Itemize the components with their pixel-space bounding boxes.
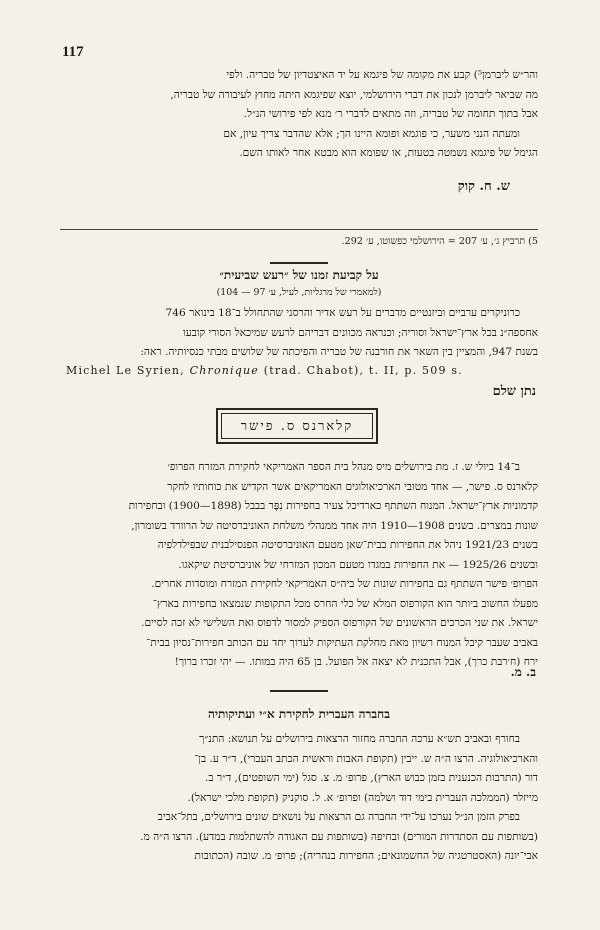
text-line: ירח (ח׳רבת כרך), אבל התכנית לא יצאה אל הפועל. בן 65 היה במותו. — יהי זכרו ברוך! [174,656,538,668]
section-title: על קביעת זמנו של ״רעש שביעית״ [219,268,379,282]
text-line: מייזלר (הממלכה העברית בימי דוד ושלמה) ופרופ׳ א. ל. סוקניק (תקופת מלכי ישראל). [187,791,538,804]
obituary-paragraph [60,458,538,673]
text-line: כרוניקרים ערביים וביזנטיים מדברים על רעש אדיר והרסני שהתחולל ב־18 בינואר 746 [165,307,520,319]
text-line: בשנים 1921/23 ניהל את החפירות בבית־שאן מטעם האוניברסיטה הפנסילבנית שבפילדלפיה [157,539,538,551]
text-line: אבי־יונה (האסטרטגיה של החשמונאים; החפירות בנהריה); פרופ׳ מ. שובה (הכתובות [194,850,538,862]
text-line: קדמוניות ארץ־ישראל. המנוח השתתף כארדיכל צעיר בחפירות נִפֶּר בבבל (1898—1900) ובחפירות [128,500,538,512]
page-number: 117 [62,44,84,60]
text-line: מפעלו החשוב ביותר הוא הקורפוס המלא של כלי החרס מכל התקופות שנמצאו בחפירות בארץ־ [152,597,538,610]
section-divider [270,262,328,264]
text-line: דור (התרבות הכנענית בזמן כבוש הארץ), פרופ׳ מ. צ. סגל (ימי השופטים), ד״ר ב. [205,772,538,784]
citation-author: Michel Le Syrien, [66,364,185,377]
text-line: ב־14 ביולי ש. ז. מת בירושלים מיס מנהל בית הספר האמריקאי לחקירת המזרח הפרופ׳ [167,461,520,473]
bibliographic-citation [66,364,463,377]
text-line: ובשנים 1925/26 — את החפירות במגדו מטעם המכון המזרחי של אוניברסיטת שיקאגו. [178,558,538,571]
citation-details: (trad. Chabot), t. II, p. 509 s. [263,364,463,377]
text-line: בחורף ובאביב תש״א ערכה החברה מחזור הרצאות בירושלים על תנושא: התנ״ך [199,733,520,745]
text-line: (בשותפות עם הסתדרות המורים) ובחיפה (בשותפות עם האגודה להשתלמות במדע). הרצו ה״ה מ. [140,830,538,843]
text-line: ומעתה הנני משער, כי פוגמא ופומא היינו הך; אלא שהדבר צריך עיון, אם [223,127,520,140]
text-line: והר״ש ליברמן⁵) קבע את מקומה של פיגמא על יד האיצטדיון של טבריה. ולפי [226,69,538,81]
text-line: בשנת 947, והמציין בין השאר את חורבנה של טבריה והפיכתה של שלושים מבתי כנסיותיה. ראה: [140,346,538,358]
citation-title: Chronique [189,364,260,377]
text-line: באביב שעבר קיבל המנוח רשיון מאת מחלקת העתיקות לערוך יחד עם הכותב חפירות־נסיון בבית־ [146,636,538,649]
text-line: ישראל. את שני הכרכים הראשונים של הקורפוס הספיק למסור לדפוס ואת השלישי לא זכה לסיים. [141,617,538,629]
text-line: הגימל של פיגמא נשמטה בטעות, או שפומא הוא מבטא אחר לאותו השם. [239,147,538,159]
text-line: הפרופ׳ פישר השתתף גם בחפירות שונות של ביה״ס האמריקאי לחקירת המזרח ומוסדות אחרים. [151,578,538,590]
author-initials: ב. מ. [510,665,536,679]
text-line: מה שביאר ליברמן לנכון את דברי הירושלמי, יוצא שפיגמא היתה מחוץ לעיבורה של טבריה, [170,88,538,101]
text-line: בפרק הזמן הנ״ל נערכו על־ידי החברה גם הרצאות על נושאים שונים בירושלים, בתל־אביב [157,811,520,823]
footnote: 5) תרביץ ג׳, ע׳ 207 = הירושלמי כפשוטו, ע׳ 292. [60,229,538,247]
text-line: קלארנס ס. פישר, — אחד מטובי הארכיאולוגים האמריקאים אשר הקדיש את כוחותיו לחקר [167,480,538,493]
text-line: והארכיאולוגיה. הרצו ה״ה ש. ייבין (תקופת האבות וראשית הכתב העברי), ד״ר ע. בן־ [194,752,538,765]
section-title: קלארנס ס. פישר [240,419,354,434]
section-subtitle: (למאמרי של מרגליות, לעיל, ע׳ 97 — 104) [216,287,382,298]
section-paragraph [60,730,538,867]
text-line: אחספה״נ בכל ארץ־ישראל וסוריה; וכנראה מכוונים דבריהם לרעש שמיכאל הסורי קובעו [183,326,538,339]
intro-paragraph [60,66,538,164]
section-title: בחברה העברית לחקירת א״י ועתיקותיה [207,707,391,721]
author-signature: ש. ח. קוק [457,179,510,194]
section-divider [270,690,328,692]
text-line: שונות במצרים. בשנים 1908—1910 היה אחד ממנהלי משלחת האוניברסיטה של הרוורד בשומרון, [131,519,538,532]
obituary-title-box [216,408,378,444]
author-signature: נתן שלם [492,384,536,399]
section-paragraph [60,304,538,363]
text-line: אבל בתוך תחומה של טבריה, וזה מתאים לדברי ר׳ מנא לפי פירושי הנ״ל. [243,108,538,120]
